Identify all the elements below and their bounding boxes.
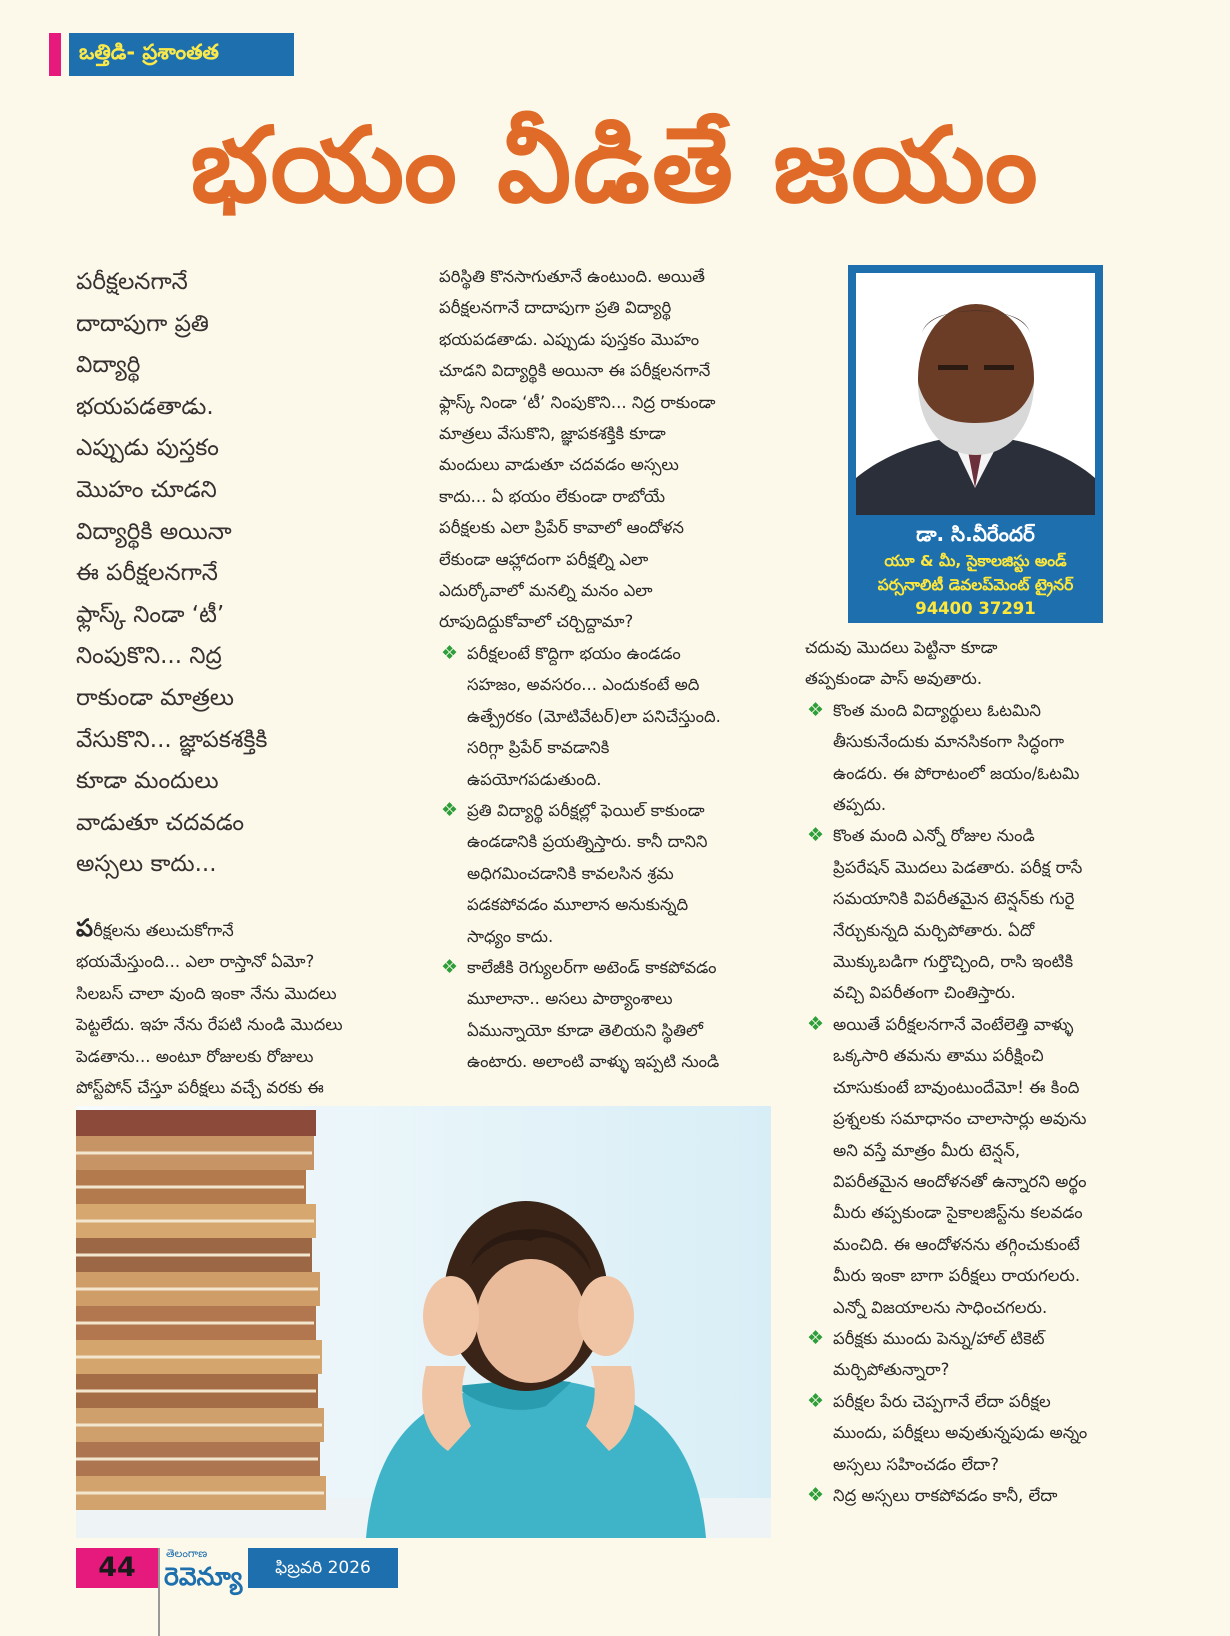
bullet-point bbox=[805, 695, 1135, 821]
bullet-line: ఒక్కసారి తమను తాము పరీక్షించి bbox=[833, 1046, 1044, 1066]
pull-quote-line: పరీక్షలనగానే bbox=[76, 269, 188, 295]
bullet-line: ఉంటారు. అలాంటి వాళ్ళు ఇప్పటి నుండి bbox=[467, 1052, 720, 1072]
bullet-line: కాలేజీకి రెగ్యులర్‌గా అటెండ్ కాకపోవడం bbox=[467, 957, 717, 977]
bullet-line: విపరీతమైన ఆందోళనతో ఉన్నారని అర్థం bbox=[833, 1171, 1087, 1191]
student-with-books-photo bbox=[76, 1106, 771, 1538]
bullet-line: పరీక్షకు ముందు పెన్ను/హాల్ టికెట్ bbox=[833, 1328, 1045, 1348]
pull-quote-line: మొహం చూడని bbox=[76, 476, 217, 503]
bullet-icon: ❖ bbox=[807, 698, 825, 721]
author-phone: 94400 37291 bbox=[915, 599, 1036, 618]
bullet-point bbox=[805, 1480, 1135, 1511]
article-headline: భయం వీడితే జయం bbox=[190, 104, 1040, 226]
bullet-point bbox=[805, 1386, 1135, 1480]
bullet-icon: ❖ bbox=[441, 798, 459, 821]
pull-quote-line: విద్యార్థికి అయినా bbox=[76, 518, 232, 545]
intro-line: సిలబస్ చాలా వుంది ఇంకా నేను మొదలు bbox=[76, 983, 337, 1003]
pull-quote-line: నింపుకొని... నిద్ర bbox=[76, 643, 222, 670]
bullet-icon: ❖ bbox=[807, 1012, 825, 1035]
intro-first-line: పరీక్షలను తలుచుకోగానే bbox=[76, 914, 234, 942]
bullet-line: అస్సలు సహించడం లేదా? bbox=[833, 1454, 999, 1474]
bullet-line: ఉండడానికి ప్రయత్నిస్తారు. కానీ దానిని bbox=[467, 832, 708, 852]
bullet-line: పరీక్షల పేరు చెప్పగానే లేదా పరీక్షల bbox=[833, 1391, 1051, 1411]
bullet-line: ఉత్ప్రేరకం (మోటివేటర్)లా పనిచేస్తుంది. bbox=[467, 706, 721, 726]
pull-quote-line: కూడా మందులు bbox=[76, 768, 219, 795]
bullet-point bbox=[439, 952, 779, 1078]
bullet-line: ఉపయోగపడుతుంది. bbox=[467, 769, 602, 789]
bullet-line: ఎన్నో విజయాలను సాధించగలరు. bbox=[833, 1297, 1048, 1317]
intro-line: భయమేస్తుంది... ఎలా రాస్తానో ఏమో? bbox=[76, 952, 315, 972]
footer-divider bbox=[158, 1548, 160, 1636]
bullet-line: ఉండరు. ఈ పోరాటంలో జయం/ఓటమి bbox=[833, 763, 1080, 783]
bullet-line: ఏమున్నాయో కూడా తెలియని స్థితిలో bbox=[467, 1020, 703, 1040]
bullet-line: ప్రిపరేషన్ మొదలు పెడతారు. పరీక్ష రాసే bbox=[833, 857, 1083, 877]
bullet-line: అధిగమించడానికి కావలసిన శ్రమ bbox=[467, 863, 674, 883]
issue-badge bbox=[248, 1548, 398, 1588]
intro-line: పెట్టలేదు. ఇహ నేను రేపటి నుండి మొదలు bbox=[76, 1015, 343, 1035]
bullet-line: ప్రతి విద్యార్థి పరీక్షల్లో ఫెయిల్ కాకుండా bbox=[467, 800, 705, 820]
intro-line: పోస్ట్‌పోన్ చేస్తూ పరీక్షలు వచ్చే వరకు ఈ bbox=[76, 1078, 324, 1098]
body-line: పరీక్షలనగానే దాదాపుగా ప్రతి విద్యార్థి bbox=[439, 298, 672, 318]
bullet-point bbox=[805, 820, 1135, 1008]
author-photo bbox=[856, 273, 1095, 515]
column-three bbox=[805, 632, 1135, 1511]
body-line: చూడని విద్యార్థికి అయినా ఈ పరీక్షలనగానే bbox=[439, 361, 711, 381]
bullet-line: నిద్ర అస్సలు రాకపోవడం కానీ, లేదా bbox=[833, 1485, 1058, 1505]
bullet-line: నేర్చుకున్నది మర్చిపోతారు. ఏదో bbox=[833, 920, 1035, 940]
bullet-line: కొంత మంది విద్యార్థులు ఓటమిని bbox=[833, 700, 1041, 720]
pull-quote-line: ఫ్లాస్క్ నిండా ‘టీ’ bbox=[76, 601, 225, 628]
bullet-line: సమయానికి విపరీతమైన టెన్షన్‌కు గురై bbox=[833, 889, 1075, 909]
bullet-line: పడకపోవడం మూలాన అనుకున్నది bbox=[467, 895, 689, 915]
page-number-badge bbox=[76, 1548, 158, 1588]
bullet-icon: ❖ bbox=[807, 1389, 825, 1412]
body-line: భయపడతాడు. ఎప్పుడు పుస్తకం మొహం bbox=[439, 329, 700, 349]
issue-date: ఫిబ్రవరి 2026 bbox=[275, 1558, 371, 1578]
section-accent-bar bbox=[49, 33, 61, 76]
pull-quote-line: ఎప్పుడు పుస్తకం bbox=[76, 435, 219, 462]
bullet-point bbox=[805, 1009, 1135, 1323]
pull-quote bbox=[76, 262, 396, 886]
intro-line: పెడతాను... అంటూ రోజులకు రోజులు bbox=[76, 1046, 314, 1066]
author-card bbox=[848, 265, 1103, 623]
body-line: ఎదుర్కోవాలో మనల్ని మనం ఎలా bbox=[439, 581, 653, 601]
bullet-line: మీరు తప్పకుండా సైకాలజిస్ట్‌ను కలవడం bbox=[833, 1203, 1083, 1223]
bullet-line: మంచిది. ఈ ఆందోళనను తగ్గించుకుంటే bbox=[833, 1234, 1080, 1254]
pull-quote-line: దాదాపుగా ప్రతి bbox=[76, 310, 209, 337]
body-line: పరీక్షలకు ఎలా ప్రిపేర్ కావాలో ఆందోళన bbox=[439, 518, 684, 538]
section-tag-label: ఒత్తిడి- ప్రశాంతత bbox=[79, 40, 219, 64]
bullet-line: తీసుకునేందుకు మానసికంగా సిద్ధంగా bbox=[833, 732, 1065, 752]
bullet-icon: ❖ bbox=[441, 641, 459, 664]
bullet-icon: ❖ bbox=[807, 1326, 825, 1349]
body-line: కాదు... ఏ భయం లేకుండా రాబోయే bbox=[439, 486, 666, 506]
bullet-line: ప్రశ్నలకు సమాధానం చాలాసార్లు అవును bbox=[833, 1109, 1087, 1129]
section-tag bbox=[69, 33, 294, 76]
body-line: చదువు మొదలు పెట్టినా కూడా bbox=[805, 638, 998, 657]
author-name: డా. సి.వీరేందర్ bbox=[916, 522, 1035, 546]
bullet-line: మీరు ఇంకా బాగా పరీక్షలు రాయగలరు. bbox=[833, 1266, 1081, 1286]
brand-prefix: తెలంగాణ bbox=[166, 1547, 208, 1560]
pull-quote-line: ఈ పరీక్షలనగానే bbox=[76, 560, 218, 587]
bullet-line: సాధ్యం కాదు. bbox=[467, 926, 554, 946]
bullet-line: సరిగ్గా ప్రిపేర్ కావడానికి bbox=[467, 738, 610, 758]
pull-quote-line: వాడుతూ చదవడం bbox=[76, 809, 245, 836]
body-line: లేకుండా ఆహ్లాదంగా పరీక్షల్ని ఎలా bbox=[439, 549, 649, 569]
body-line: రూపుదిద్దుకోవాలో చర్చిద్దామా? bbox=[439, 612, 634, 632]
bullet-line: అయితే పరీక్షలనగానే వెంటేలెత్తి వాళ్ళు bbox=[833, 1014, 1074, 1034]
bullet-point bbox=[439, 795, 779, 952]
bullet-line: ముందు, పరీక్షలు అవుతున్నపుడు అన్నం bbox=[833, 1423, 1088, 1443]
bullet-line: పరీక్షలంటే కొద్దిగా భయం ఉండడం bbox=[467, 643, 681, 663]
body-line: ఫ్లాస్క్ నిండా ‘టీ’ నింపుకొని... నిద్ర రాకుండా bbox=[439, 392, 716, 412]
pull-quote-line: రాకుండా మాత్రలు bbox=[76, 684, 234, 711]
body-line: తప్పకుండా పాస్ అవుతారు. bbox=[805, 669, 983, 689]
bullet-point bbox=[805, 1323, 1135, 1386]
bullet-line: అని వస్తే మాత్రం మీరు టెన్షన్, bbox=[833, 1140, 1021, 1160]
pull-quote-line: వేసుకొని... జ్ఞాపకశక్తికి bbox=[76, 726, 268, 753]
page-number: 44 bbox=[98, 1552, 136, 1583]
pull-quote-line: భయపడతాడు. bbox=[76, 393, 214, 420]
pull-quote-line: విద్యార్థి bbox=[76, 352, 141, 379]
bullet-line: చూసుకుంటే బావుంటుందేమో! ఈ కింది bbox=[833, 1077, 1080, 1097]
column-two bbox=[439, 261, 779, 1078]
bullet-point bbox=[439, 638, 779, 795]
bullet-line: తప్పదు. bbox=[833, 795, 887, 815]
drop-cap: ప bbox=[76, 914, 94, 942]
bullet-line: మూలానా.. అసలు పాఠ్యాంశాలు bbox=[467, 989, 673, 1009]
bullet-line: సహజం, అవసరం... ఎందుకంటే అది bbox=[467, 675, 700, 695]
author-title: యూ & మీ, సైకాలజిస్టు అండ్ పర్సనాలిటీ డెవలప్‌మెంట్ ట్రైనర్ bbox=[877, 552, 1074, 594]
body-line: పరిస్థితి కొనసాగుతూనే ఉంటుంది. అయితే bbox=[439, 267, 705, 286]
magazine-brand: రెవెన్యూ bbox=[164, 1562, 243, 1591]
bullet-icon: ❖ bbox=[441, 955, 459, 978]
pull-quote-line: అస్సలు కాదు... bbox=[76, 851, 217, 878]
bullet-line: మొక్కుబడిగా గుర్తొచ్చింది, రాసి ఇంటికి bbox=[833, 952, 1074, 972]
body-line: మాత్రలు వేసుకొని, జ్ఞాపకశక్తికి కూడా bbox=[439, 424, 666, 444]
bullet-line: కొంత మంది ఎన్నో రోజుల నుండి bbox=[833, 826, 1035, 846]
body-line: మందులు వాడుతూ చదవడం అస్సలు bbox=[439, 455, 679, 475]
bullet-icon: ❖ bbox=[807, 1483, 825, 1506]
bullet-line: వచ్చి విపరీతంగా చింతిస్తారు. bbox=[833, 983, 1016, 1003]
intro-paragraph bbox=[76, 913, 416, 1103]
bullet-line: మర్చిపోతున్నారా? bbox=[833, 1360, 950, 1380]
bullet-icon: ❖ bbox=[807, 824, 825, 847]
